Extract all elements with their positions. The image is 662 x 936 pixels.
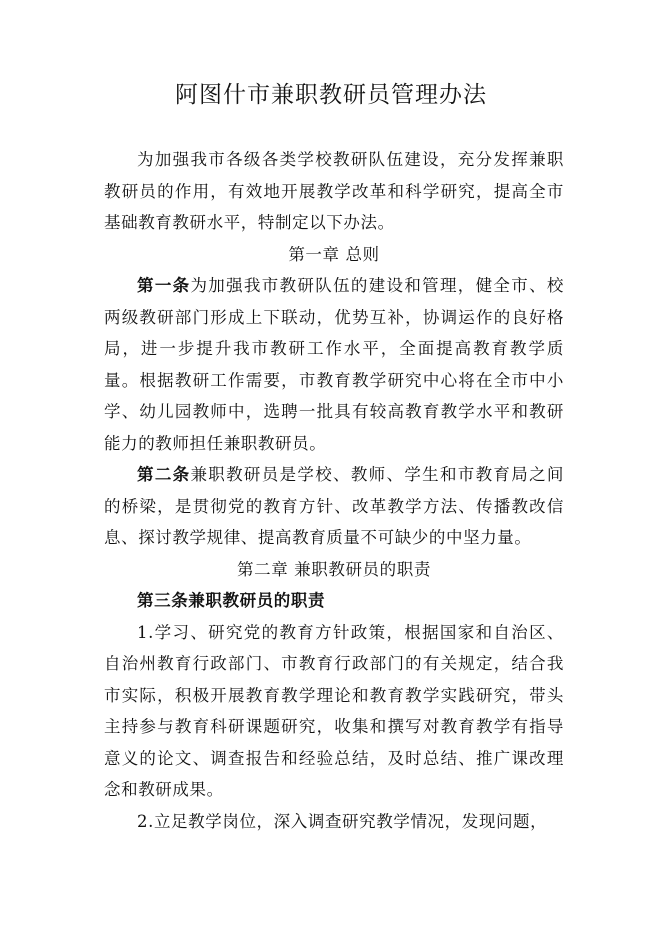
article-2-text: 兼职教研员是学校、教师、学生和市教育局之间的桥梁，是贯彻党的教育方针、改革教学方法、传播教改信息、探讨教学规律、提高教育质量不可缺少的中坚力量。 bbox=[104, 465, 564, 547]
document-body bbox=[104, 144, 564, 837]
document-title: 阿图什市兼职教研员管理办法 bbox=[175, 82, 487, 108]
chapter-1-heading: 第一章 总则 bbox=[288, 244, 380, 264]
chapter-2-heading: 第二章 兼职教研员的职责 bbox=[237, 559, 431, 579]
article-3-heading: 第三条兼职教研员的职责 bbox=[137, 591, 326, 610]
article-1-label: 第一条 bbox=[137, 276, 191, 295]
intro-paragraph: 为加强我市各级各类学校教研队伍建设，充分发挥兼职教研员的作用，有效地开展教学改革和科学研究，提高全市基础教育教研水平，特制定以下办法。 bbox=[104, 150, 564, 232]
article-2-paragraph bbox=[104, 459, 564, 554]
article-1-text: 为加强我市教研队伍的建设和管理，健全市、校两级教研部门形成上下联动，优势互补，协调运作的良好格局，进一步提升我市教研工作水平，全面提高教育教学质量。根据教研工作需要，市教育教学研究中心将在全市中小学、幼儿园教师中，选聘一批具有较高教育教学水平和教研能力的教师担任兼职教研员。 bbox=[104, 276, 564, 453]
article-1-paragraph bbox=[104, 270, 564, 459]
duty-item-2: 2.立足教学岗位，深入调查研究教学情况，发现问题， bbox=[137, 811, 548, 831]
article-2-label: 第二条 bbox=[137, 465, 191, 484]
duty-item-1: 1.学习、研究党的教育方针政策，根据国家和自治区、自治州教育行政部门、市教育行政部门的有关规定，结合我市实际，积极开展教育教学理论和教育教学实践研究，带头主持参与教育科研课题研究，收集和撰写对教育教学有指导意义的论文、调查报告和经验总结，及时总结、推广课改理念和教研成果。 bbox=[104, 622, 564, 799]
